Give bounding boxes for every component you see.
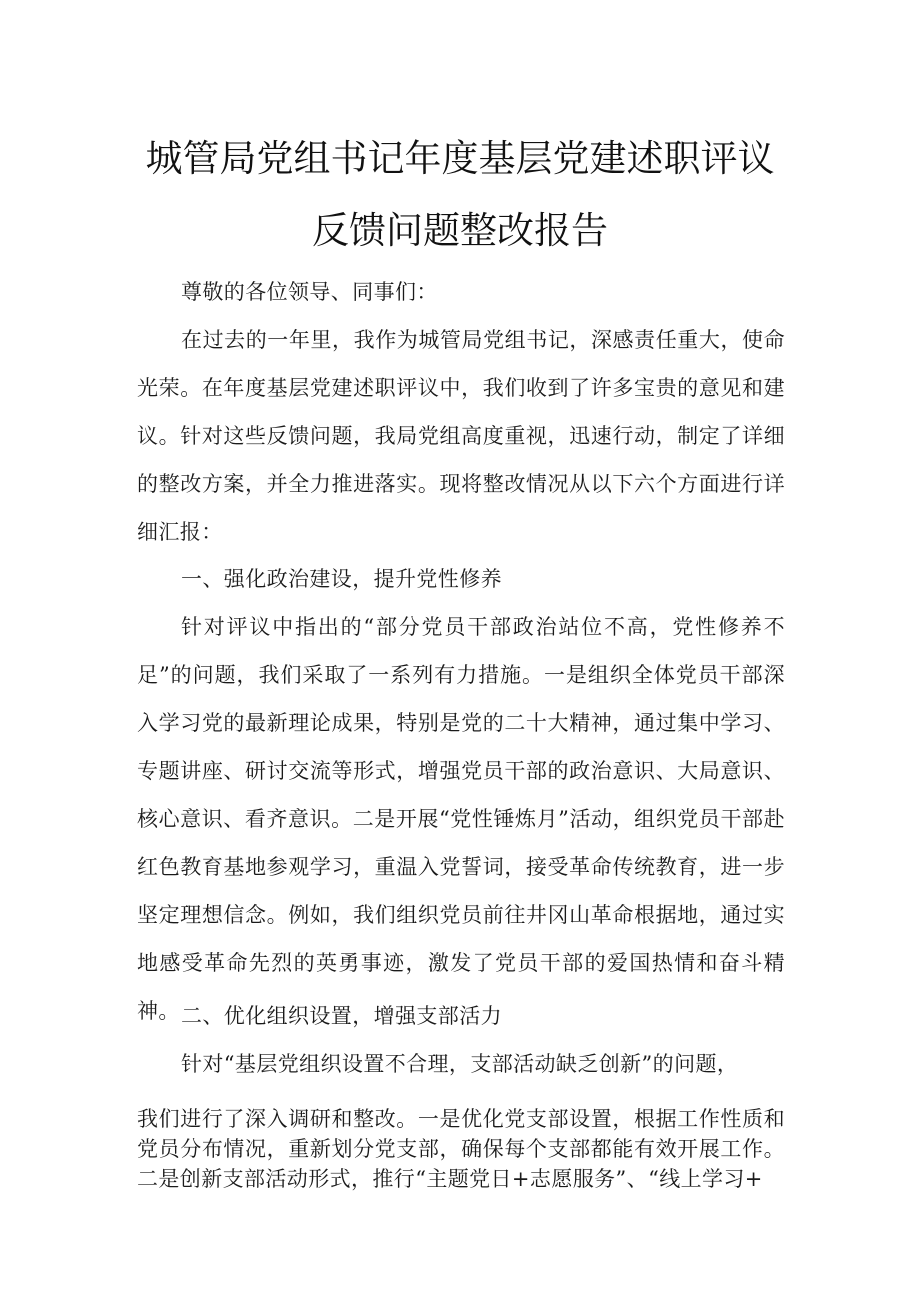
paragraph-intro: 在过去的一年里，我作为城管局党组书记，深感责任重大，使命光荣。在年度基层党建述职评议中，我们收到了许多宝贵的意见和建议。针对这些反馈问题，我局党组高度重视，迅速行动，制定了详细的整改方案，并全力推进落实。现将整改情况从以下六个方面进行详细汇报： <box>137 328 785 544</box>
paragraph-section-2-first-line: 针对“基层党组织设置不合理，支部活动缺乏创新”的问题， <box>181 1052 739 1076</box>
paragraph-section-1: 针对评议中指出的“部分党员干部政治站位不高，党性修养不足”的问题，我们采取了一系列有力措施。一是组织全体党员干部深入学习党的最新理论成果，特别是党的二十大精神，通过集中学习、专题讲座、研讨交流等形式，增强党员干部的政治意识、大局意识、核心意识、看齐意识。二是开展“党性锤炼月”活动，组织党员干部赴红色教育基地参观学习，重温入党誓词，接受革命传统教育，进一步坚定理想信念。例如，我们组织党员前往井冈山革命根据地，通过实地感受革命先烈的英勇事迹，激发了党员干部的爱国热情和奋斗精神。 <box>137 615 785 1023</box>
salutation: 尊敬的各位领导、同事们： <box>181 280 438 304</box>
document-title-line-1: 城管局党组书记年度基层党建述职评议 <box>145 137 775 180</box>
paragraph-section-2-continued: 我们进行了深入调研和整改。一是优化党支部设置，根据工作性质和党员分布情况，重新划分党支部，确保每个支部都能有效开展工作。二是创新支部活动形式，推行“主题党日+志愿服务”、“线上学习+ <box>137 1107 785 1191</box>
section-heading-2: 二、优化组织设置，增强支部活力 <box>181 1004 502 1028</box>
document-title-line-2: 反馈问题整改报告 <box>312 209 608 252</box>
section-heading-1: 一、强化政治建设，提升党性修养 <box>181 567 502 591</box>
